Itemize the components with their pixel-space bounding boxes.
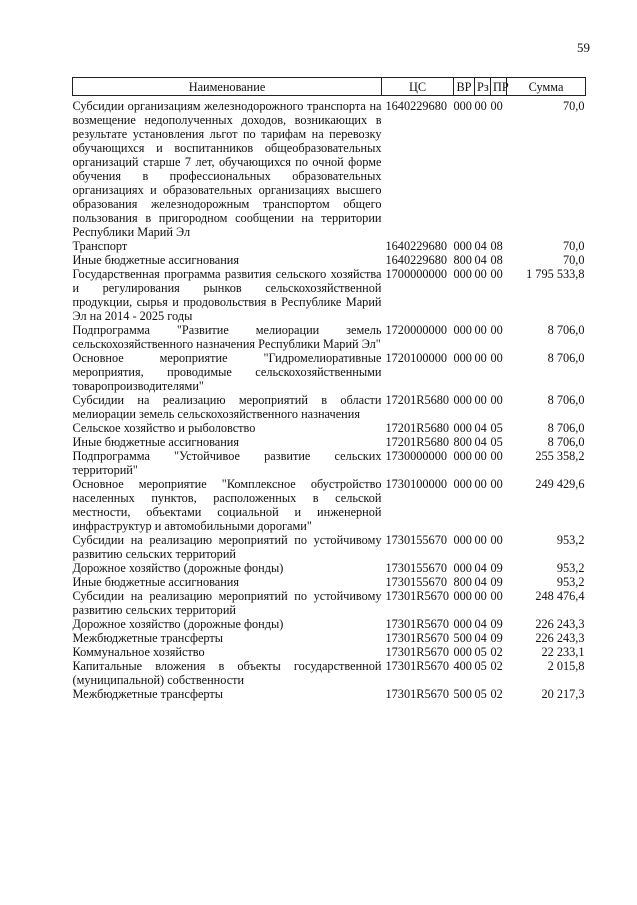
row-cs: 17301R5670 — [385, 589, 450, 603]
row-pr: 09 — [490, 631, 503, 645]
row-rz: 00 — [474, 99, 487, 113]
table-header — [73, 78, 586, 96]
row-name: Капитальные вложения в объекты государственной (муниципальной) собственности — [72, 659, 382, 687]
row-name: Сельское хозяйство и рыболовство — [72, 421, 256, 435]
row-vr: 800 — [453, 253, 472, 267]
row-vr: 000 — [453, 393, 472, 407]
row-pr: 00 — [490, 351, 503, 365]
row-rz: 00 — [474, 477, 487, 491]
table-row — [73, 575, 586, 589]
row-pr: 00 — [490, 589, 503, 603]
row-cs: 17301R5670 — [385, 645, 450, 659]
row-pr: 00 — [490, 477, 503, 491]
row-rz: 04 — [474, 239, 487, 253]
header-cs: ЦС — [382, 78, 454, 96]
row-sum: 249 429,6 — [535, 477, 585, 491]
row-pr: 00 — [490, 267, 503, 281]
table-row — [73, 351, 586, 393]
row-cs: 1720000000 — [385, 323, 447, 337]
row-vr: 000 — [453, 589, 472, 603]
row-sum: 255 358,2 — [535, 449, 585, 463]
table-row — [73, 253, 586, 267]
row-cs: 17201R5680 — [385, 393, 450, 407]
row-sum: 226 243,3 — [535, 631, 585, 645]
row-rz: 05 — [474, 645, 487, 659]
row-sum: 953,2 — [556, 561, 585, 575]
table-row — [73, 659, 586, 687]
row-name: Основное мероприятие "Комплексное обустройство населенных пунктов, расположенных в сельской местности, объектами социальной и инженерной инфраструктур и автомобильными дорогами" — [72, 477, 382, 533]
row-sum: 248 476,4 — [535, 589, 585, 603]
row-vr: 800 — [453, 435, 472, 449]
table-row — [73, 589, 586, 617]
row-cs: 1730155670 — [385, 575, 447, 589]
table-row — [73, 477, 586, 533]
row-cs: 1730155670 — [385, 533, 447, 547]
row-cs: 17301R5670 — [385, 617, 450, 631]
row-rz: 05 — [474, 687, 487, 701]
row-rz: 00 — [474, 351, 487, 365]
row-name: Дорожное хозяйство (дорожные фонды) — [72, 617, 284, 631]
table-row — [73, 617, 586, 631]
row-sum: 70,0 — [562, 253, 585, 267]
row-rz: 00 — [474, 323, 487, 337]
table-row — [73, 631, 586, 645]
row-vr: 000 — [453, 267, 472, 281]
row-name: Субсидии на реализацию мероприятий в области мелиорации земель сельскохозяйственного назначения — [72, 393, 382, 421]
row-pr: 08 — [490, 239, 503, 253]
row-pr: 02 — [490, 645, 503, 659]
row-vr: 000 — [453, 617, 472, 631]
row-sum: 22 233,1 — [541, 645, 585, 659]
table-row — [73, 421, 586, 435]
row-sum: 70,0 — [562, 239, 585, 253]
row-name: Межбюджетные трансферты — [72, 687, 224, 701]
table-row — [73, 393, 586, 421]
row-rz: 04 — [474, 421, 487, 435]
table-row — [73, 561, 586, 575]
row-name: Субсидии на реализацию мероприятий по устойчивому развитию сельских территорий — [72, 589, 382, 617]
row-sum: 226 243,3 — [535, 617, 585, 631]
row-name: Субсидии организациям железнодорожного транспорта на возмещение недополученных доходов, возникающих в результате установления льгот по тарифам на перевозку обучающихся и воспитанников общеобразовательных организаций старше 7 лет, обучающихся по очной форме обучения в профессиональных образовательных организациях и образовательных организациях высшего образования железнодорожным транспортом общего пользования в пригородном сообщении на территории Республики Марий Эл — [72, 99, 382, 239]
row-sum: 8 706,0 — [547, 351, 585, 365]
row-vr: 000 — [453, 323, 472, 337]
row-vr: 000 — [453, 477, 472, 491]
table-row — [73, 239, 586, 253]
row-name: Государственная программа развития сельского хозяйства и регулирования рынков сельскохозяйственной продукции, сырья и продовольствия в Республике Марий Эл на 2014 - 2025 годы — [72, 267, 382, 323]
table-row — [73, 435, 586, 449]
row-vr: 000 — [453, 99, 472, 113]
row-rz: 04 — [474, 561, 487, 575]
row-vr: 500 — [453, 631, 472, 645]
header-pr: ПР — [491, 78, 507, 96]
row-pr: 00 — [490, 393, 503, 407]
row-pr: 05 — [490, 435, 503, 449]
row-vr: 000 — [453, 533, 472, 547]
row-vr: 400 — [453, 659, 472, 673]
table-row — [73, 645, 586, 659]
row-rz: 00 — [474, 393, 487, 407]
row-name: Межбюджетные трансферты — [72, 631, 224, 645]
table-row — [73, 449, 586, 477]
row-sum: 20 217,3 — [541, 687, 585, 701]
row-vr: 800 — [453, 575, 472, 589]
row-sum: 8 706,0 — [547, 323, 585, 337]
table-row — [73, 533, 586, 561]
header-name: Наименование — [73, 78, 382, 96]
row-rz: 05 — [474, 659, 487, 673]
row-rz: 04 — [474, 617, 487, 631]
row-rz: 00 — [474, 533, 487, 547]
row-sum: 953,2 — [556, 533, 585, 547]
row-cs: 1640229680 — [385, 99, 447, 113]
table-row — [73, 267, 586, 323]
row-name: Иные бюджетные ассигнования — [72, 435, 240, 449]
table-row — [73, 323, 586, 351]
row-cs: 17301R5670 — [385, 659, 450, 673]
row-name: Субсидии на реализацию мероприятий по устойчивому развитию сельских территорий — [72, 533, 382, 561]
row-name: Подпрограмма "Развитие мелиорации земель сельскохозяйственного назначения Республики Марий Эл" — [72, 323, 382, 351]
budget-table — [72, 77, 586, 701]
row-sum: 8 706,0 — [547, 421, 585, 435]
row-rz: 00 — [474, 267, 487, 281]
row-vr: 000 — [453, 351, 472, 365]
row-cs: 17301R5670 — [385, 687, 450, 701]
table-row — [73, 687, 586, 701]
row-pr: 05 — [490, 421, 503, 435]
row-name: Иные бюджетные ассигнования — [72, 575, 240, 589]
row-cs: 17201R5680 — [385, 435, 450, 449]
row-pr: 02 — [490, 659, 503, 673]
row-cs: 1700000000 — [385, 267, 447, 281]
row-vr: 500 — [453, 687, 472, 701]
row-cs: 1640229680 — [385, 239, 447, 253]
row-pr: 00 — [490, 449, 503, 463]
row-pr: 00 — [490, 99, 503, 113]
row-rz: 00 — [474, 449, 487, 463]
row-sum: 70,0 — [562, 99, 585, 113]
row-name: Коммунальное хозяйство — [72, 645, 205, 659]
row-cs: 1640229680 — [385, 253, 447, 267]
row-pr: 08 — [490, 253, 503, 267]
row-name: Дорожное хозяйство (дорожные фонды) — [72, 561, 284, 575]
row-cs: 1730100000 — [385, 477, 447, 491]
row-rz: 04 — [474, 435, 487, 449]
row-pr: 09 — [490, 617, 503, 631]
row-pr: 00 — [490, 323, 503, 337]
header-sum: Сумма — [507, 78, 586, 96]
row-pr: 09 — [490, 575, 503, 589]
row-sum: 953,2 — [556, 575, 585, 589]
row-cs: 1720100000 — [385, 351, 447, 365]
row-sum: 2 015,8 — [547, 659, 585, 673]
row-cs: 1730000000 — [385, 449, 447, 463]
row-rz: 04 — [474, 631, 487, 645]
row-vr: 000 — [453, 645, 472, 659]
row-vr: 000 — [453, 449, 472, 463]
row-rz: 04 — [474, 253, 487, 267]
table-body — [73, 96, 586, 702]
row-sum: 8 706,0 — [547, 435, 585, 449]
row-sum: 8 706,0 — [547, 393, 585, 407]
row-pr: 02 — [490, 687, 503, 701]
row-vr: 000 — [453, 561, 472, 575]
row-name: Подпрограмма "Устойчивое развитие сельских территорий" — [72, 449, 382, 477]
row-rz: 04 — [474, 575, 487, 589]
header-vr: ВР — [454, 78, 475, 96]
page-number: 59 — [577, 40, 590, 55]
row-cs: 17201R5680 — [385, 421, 450, 435]
row-name: Транспорт — [72, 239, 128, 253]
table-row — [73, 96, 586, 240]
row-cs: 1730155670 — [385, 561, 447, 575]
header-rz: Рз — [475, 78, 491, 96]
row-vr: 000 — [453, 239, 472, 253]
row-sum: 1 795 533,8 — [526, 267, 585, 281]
row-cs: 17301R5670 — [385, 631, 450, 645]
row-vr: 000 — [453, 421, 472, 435]
row-pr: 00 — [490, 533, 503, 547]
row-name: Иные бюджетные ассигнования — [72, 253, 240, 267]
row-pr: 09 — [490, 561, 503, 575]
row-name: Основное мероприятие "Гидромелиоративные мероприятия, проводимые сельскохозяйственными товаропроизводителями" — [72, 351, 382, 393]
row-rz: 00 — [474, 589, 487, 603]
